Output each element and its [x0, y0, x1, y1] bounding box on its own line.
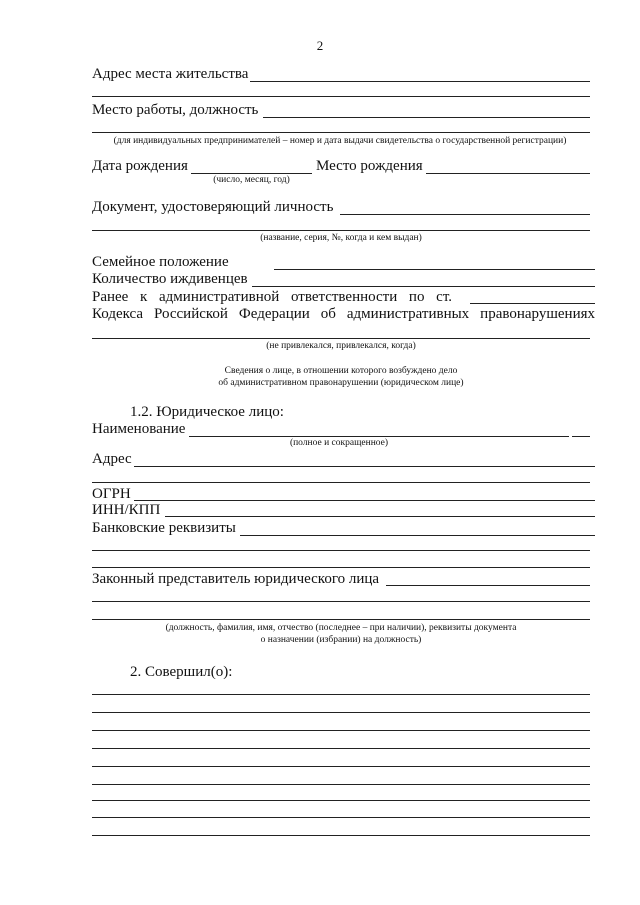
- section2-line[interactable]: [92, 712, 590, 713]
- dependents-line[interactable]: [252, 286, 595, 287]
- birth-place-label: Место рождения: [316, 158, 423, 174]
- section2-line[interactable]: [92, 730, 590, 731]
- section2-line[interactable]: [92, 817, 590, 818]
- bank-line[interactable]: [240, 535, 595, 536]
- representative-label: Законный представитель юридического лица: [92, 571, 380, 587]
- legal-address-label: Адрес: [92, 451, 132, 467]
- representative-line-2[interactable]: [92, 601, 590, 602]
- ogrn-label: ОГРН: [92, 486, 131, 502]
- birth-place-line[interactable]: [426, 173, 590, 174]
- section2-line[interactable]: [92, 694, 590, 695]
- prior-liability-line2: Кодекса Российской Федерации об административных правонарушениях: [92, 306, 595, 322]
- section2-line[interactable]: [92, 766, 590, 767]
- section2-line[interactable]: [92, 784, 590, 785]
- birth-date-line[interactable]: [191, 173, 312, 174]
- legal-name-note: (полное и сокращенное): [289, 438, 389, 448]
- prior-liability-note: (не привлекался, привлекался, когда): [266, 341, 416, 351]
- workplace-line[interactable]: [263, 117, 590, 118]
- section2-line[interactable]: [92, 800, 590, 801]
- id-document-note: (название, серия, №, когда и кем выдан): [260, 233, 422, 243]
- legal-name-line[interactable]: [189, 436, 569, 437]
- representative-note-1: (должность, фамилия, имя, отчество (последнее – при наличии), реквизиты документа: [165, 623, 517, 633]
- inn-line[interactable]: [165, 516, 595, 517]
- bank-line-2[interactable]: [92, 550, 590, 551]
- workplace-note: (для индивидуальных предпринимателей – номер и дата выдачи свидетельства о государственной регистрации): [113, 136, 567, 146]
- dependents-label: Количество иждивенцев: [92, 271, 248, 287]
- legal-address-line-2[interactable]: [92, 482, 590, 483]
- bank-line-3[interactable]: [92, 567, 590, 568]
- legal-entity-heading: 1.2. Юридическое лицо:: [130, 404, 284, 420]
- workplace-line-2[interactable]: [92, 132, 590, 133]
- prior-liability-line[interactable]: [92, 338, 590, 339]
- prior-liability-article-line[interactable]: [470, 303, 595, 304]
- page-number: 2: [316, 38, 324, 53]
- representative-line[interactable]: [386, 585, 590, 586]
- section2-heading: 2. Совершил(о):: [130, 664, 233, 680]
- birth-date-label: Дата рождения: [92, 158, 188, 174]
- residence-line-2[interactable]: [92, 96, 590, 97]
- prior-liability-line1: Ранее к административной ответственности по ст.: [92, 289, 452, 305]
- id-document-line-2[interactable]: [92, 230, 590, 231]
- id-document-label: Документ, удостоверяющий личность: [92, 199, 334, 215]
- section2-line[interactable]: [92, 835, 590, 836]
- legal-name-line-end[interactable]: [572, 436, 590, 437]
- representative-line-3[interactable]: [92, 619, 590, 620]
- legal-address-line[interactable]: [134, 466, 595, 467]
- marital-status-line[interactable]: [274, 269, 595, 270]
- person-info-note-1: Сведения о лице, в отношении которого возбуждено дело: [224, 366, 458, 376]
- birth-date-note: (число, месяц, год): [213, 175, 290, 185]
- ogrn-line[interactable]: [134, 500, 595, 501]
- workplace-label: Место работы, должность: [92, 102, 259, 118]
- bank-label: Банковские реквизиты: [92, 520, 236, 536]
- section2-line[interactable]: [92, 748, 590, 749]
- legal-name-label: Наименование: [92, 421, 186, 437]
- id-document-line[interactable]: [340, 214, 590, 215]
- person-info-note-2: об административном правонарушении (юридическом лице): [218, 378, 464, 388]
- inn-label: ИНН/КПП: [92, 502, 161, 518]
- representative-note-2: о назначении (избрании) на должность): [260, 635, 422, 645]
- residence-line[interactable]: [250, 81, 590, 82]
- marital-status-label: Семейное положение: [92, 254, 229, 270]
- residence-label: Адрес места жительства: [92, 66, 249, 82]
